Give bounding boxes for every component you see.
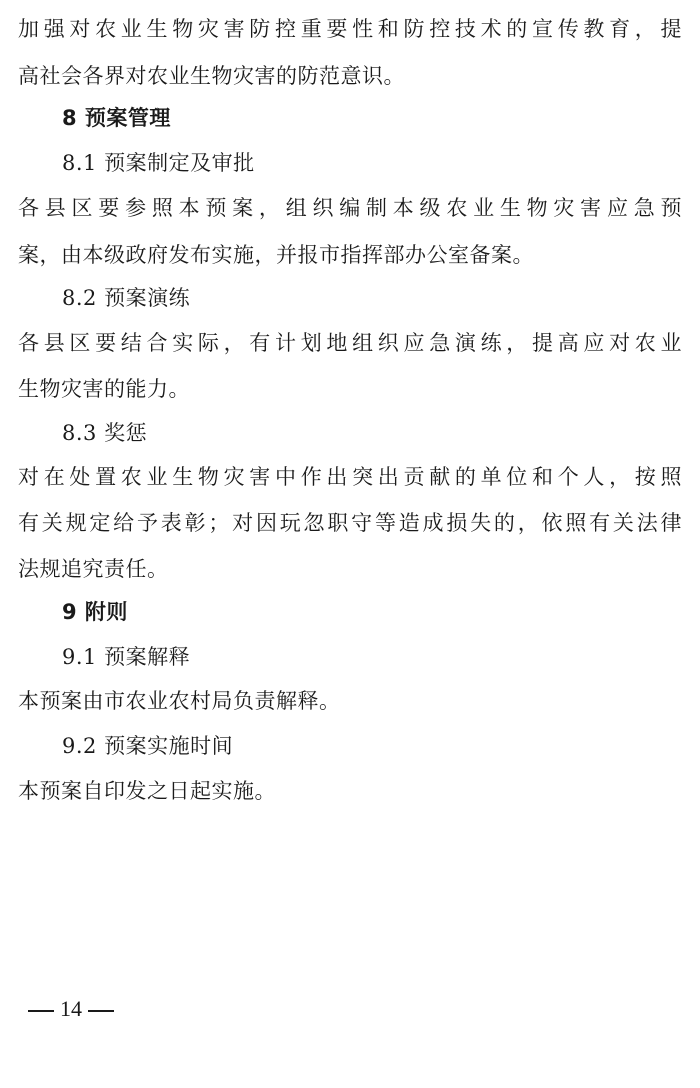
paragraph-line: 有关规定给予表彰；对因玩忽职守等造成损失的，依照有关法律 bbox=[18, 511, 682, 535]
section-heading-8: 8 预案管理 bbox=[62, 106, 171, 130]
subsection-heading-8-3: 8.3 奖惩 bbox=[62, 421, 148, 445]
subsection-heading-9-2: 9.2 预案实施时间 bbox=[62, 734, 234, 758]
page-number: 14 bbox=[60, 996, 82, 1021]
subsection-heading-8-2: 8.2 预案演练 bbox=[62, 286, 191, 310]
subsection-heading-9-1: 9.1 预案解释 bbox=[62, 645, 191, 669]
footer-dash-left bbox=[28, 1010, 54, 1012]
paragraph-line: 本预案由市农业农村局负责解释。 bbox=[18, 689, 341, 713]
paragraph-line: 本预案自印发之日起实施。 bbox=[18, 779, 276, 803]
paragraph-line: 案，由本级政府发布实施，并报市指挥部办公室备案。 bbox=[18, 243, 534, 267]
paragraph-line: 对在处置农业生物灾害中作出突出贡献的单位和个人，按照 bbox=[18, 465, 682, 489]
paragraph-line: 各县区要参照本预案，组织编制本级农业生物灾害应急预 bbox=[18, 196, 682, 220]
paragraph-line: 加强对农业生物灾害防控重要性和防控技术的宣传教育，提 bbox=[18, 17, 682, 41]
footer-dash-right bbox=[88, 1010, 114, 1012]
subsection-heading-8-1: 8.1 预案制定及审批 bbox=[62, 151, 255, 175]
paragraph-line: 高社会各界对农业生物灾害的防范意识。 bbox=[18, 64, 405, 88]
paragraph-line: 各县区要结合实际，有计划地组织应急演练，提高应对农业 bbox=[18, 331, 682, 355]
section-heading-9: 9 附则 bbox=[62, 600, 128, 624]
paragraph-line: 生物灾害的能力。 bbox=[18, 377, 190, 401]
page-footer bbox=[22, 994, 120, 1024]
paragraph-line: 法规追究责任。 bbox=[18, 557, 169, 581]
